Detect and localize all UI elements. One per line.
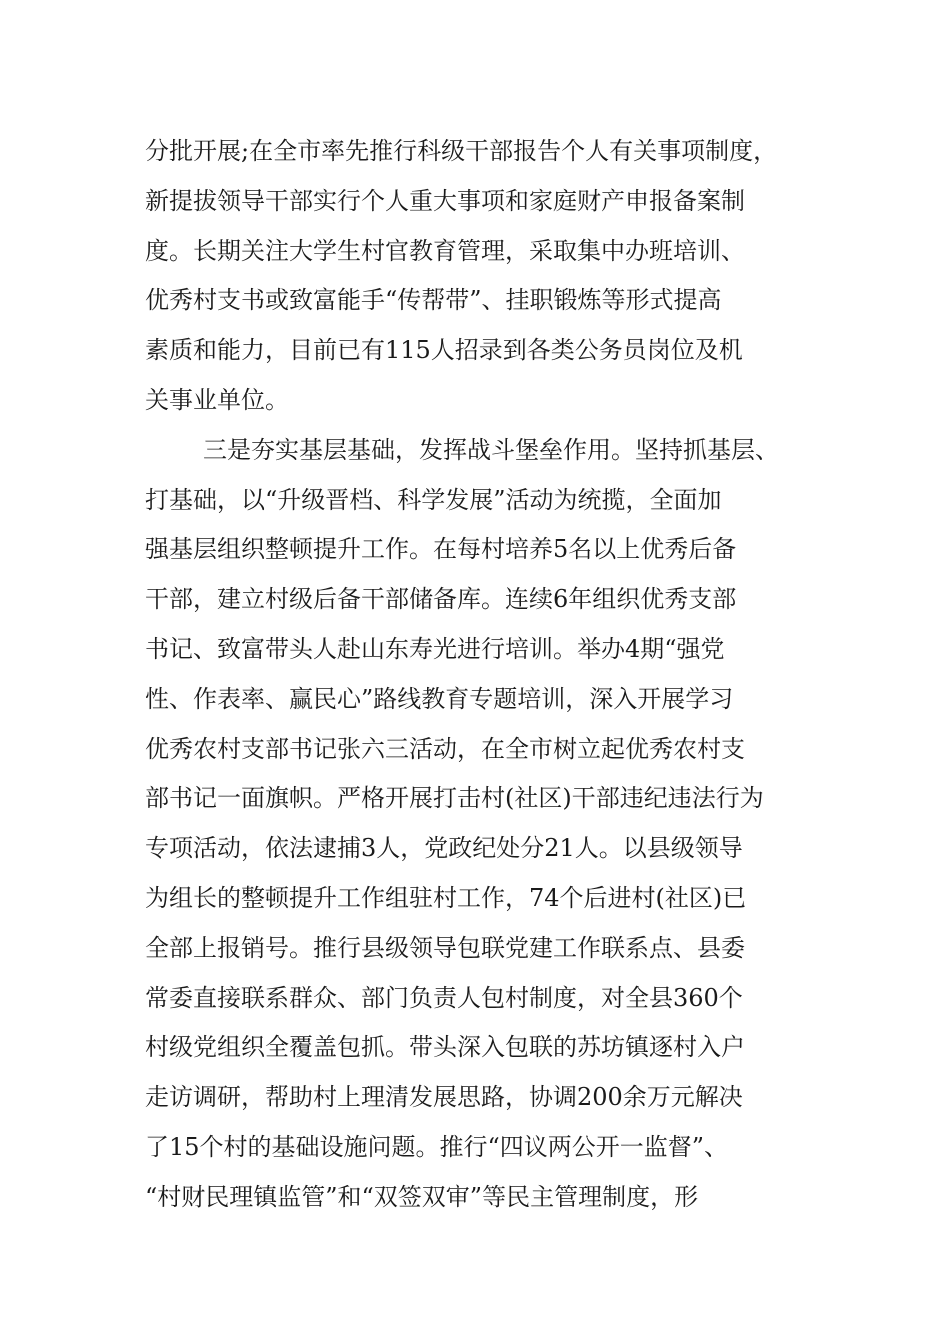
text-line: 素质和能力，目前已有115人招录到各类公务员岗位及机 (145, 336, 743, 365)
text-line: 关事业单位。 (145, 385, 289, 414)
body-text (145, 127, 835, 1223)
text-line: 村级党组织全覆盖包抓。带头深入包联的苏坊镇逐村入户 (145, 1033, 745, 1062)
text-line: 强基层组织整顿提升工作。在每村培养5名以上优秀后备 (145, 535, 737, 564)
text-line: 走访调研，帮助村上理清发展思路，协调200余万元解决 (145, 1083, 743, 1112)
text-line: 性、作表率、赢民心”路线教育专题培训，深入开展学习 (145, 684, 734, 713)
text-line: 全部上报销号。推行县级领导包联党建工作联系点、县委 (145, 933, 745, 962)
text-line: 常委直接联系群众、部门负责人包村制度，对全县360个 (145, 983, 743, 1012)
text-line: 度。长期关注大学生村官教育管理，采取集中办班培训、 (145, 236, 745, 265)
text-line: “村财民理镇监管”和“双签双审”等民主管理制度，形 (145, 1182, 699, 1211)
text-line: 干部，建立村级后备干部储备库。连续6年组织优秀支部 (145, 585, 737, 614)
text-line: 为组长的整顿提升工作组驻村工作，74个后进村(社区)已 (145, 883, 747, 912)
text-line: 专项活动，依法逮捕3人，党政纪处分21人。以县级领导 (145, 834, 743, 863)
text-line: 了15个村的基础设施问题。推行“四议两公开一监督”、 (145, 1132, 729, 1161)
text-line: 打基础，以“升级晋档、科学发展”活动为统揽，全面加 (145, 485, 722, 514)
paragraph-start-line: 三是夯实基层基础，发挥战斗堡垒作用。坚持抓基层、 (203, 435, 779, 464)
text-line: 新提拔领导干部实行个人重大事项和家庭财产申报备案制 (145, 186, 745, 215)
text-line: 优秀村支书或致富能手“传帮带”、挂职锻炼等形式提高 (145, 286, 722, 315)
text-line: 优秀农村支部书记张六三活动，在全市树立起优秀农村支 (145, 734, 745, 763)
text-line: 分批开展;在全市率先推行科级干部报告个人有关事项制度， (145, 137, 778, 165)
text-line: 书记、致富带头人赴山东寿光进行培训。举办4期“强党 (145, 634, 725, 663)
text-line: 部书记一面旗帜。严格开展打击村(社区)干部违纪违法行为 (145, 784, 764, 813)
